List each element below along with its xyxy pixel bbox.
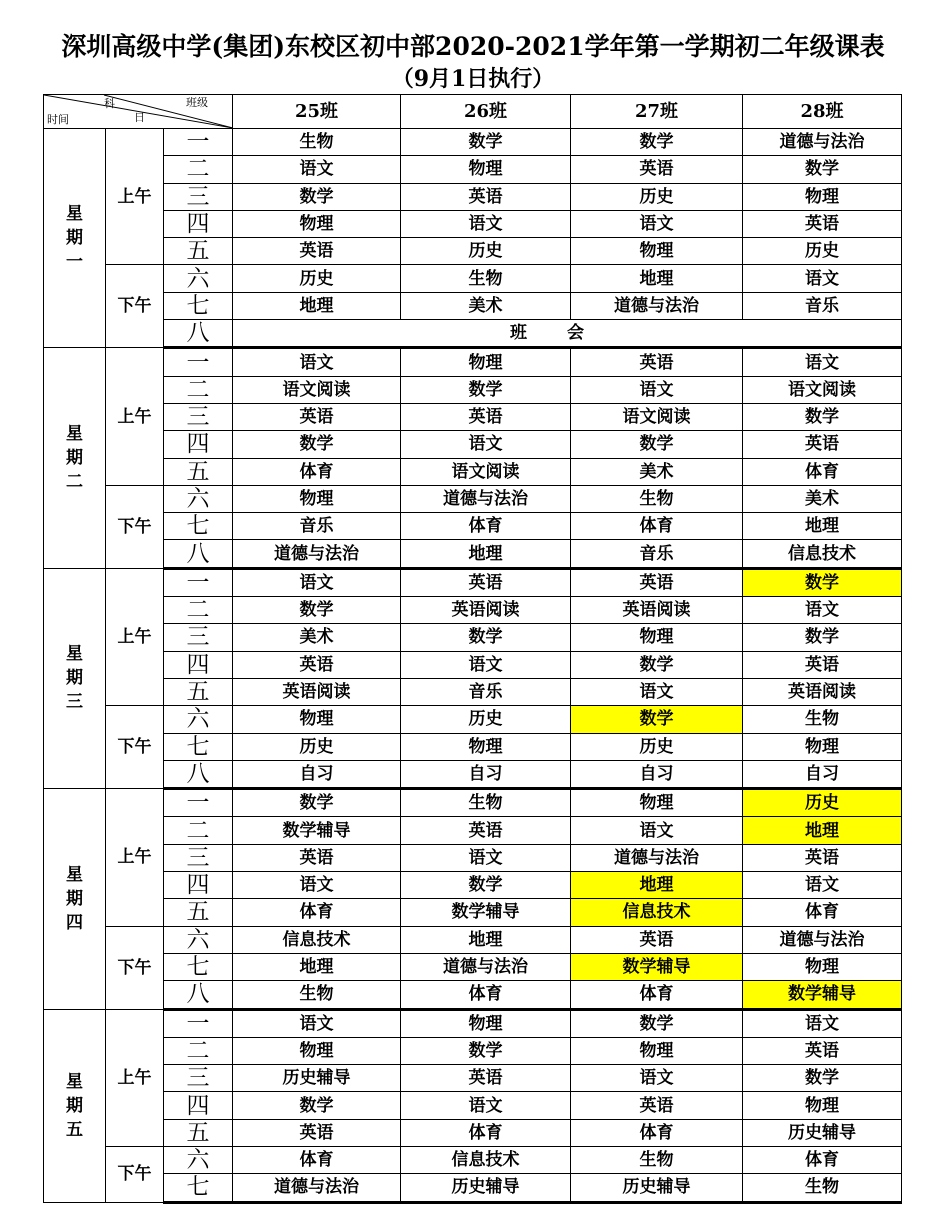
class-header: 26班: [401, 95, 571, 129]
subject-cell: 美术: [743, 485, 902, 512]
day-label: [44, 568, 106, 788]
subject-cell: 语文: [401, 1092, 571, 1119]
subject-cell: 英语阅读: [743, 678, 902, 705]
subject-cell: 信息技术: [233, 926, 401, 953]
subject-cell: 数学: [743, 624, 902, 651]
subject-cell: 数学: [743, 156, 902, 183]
subject-cell: 物理: [401, 1009, 571, 1037]
subject-cell: 体育: [743, 899, 902, 926]
schedule-row: [44, 458, 902, 485]
subject-cell: 地理: [571, 265, 743, 292]
schedule-row: [44, 899, 902, 926]
header-row: [44, 95, 902, 129]
period-number: 二: [164, 376, 233, 403]
subject-cell: 道德与法治: [401, 485, 571, 512]
subject-cell: 美术: [571, 458, 743, 485]
period-number: 一: [164, 1009, 233, 1037]
schedule-row: [44, 513, 902, 540]
subject-cell: 语文: [743, 597, 902, 624]
period-number: 二: [164, 1037, 233, 1064]
day-label-char: 星: [66, 644, 83, 665]
subject-cell: 道德与法治: [401, 953, 571, 980]
subject-cell: 地理: [743, 513, 902, 540]
schedule-row: [44, 678, 902, 705]
afternoon-label: 下午: [106, 1146, 164, 1202]
subject-cell: 语文: [743, 348, 902, 376]
subject-cell: 数学辅导: [571, 953, 743, 980]
subject-cell: 英语: [743, 1037, 902, 1064]
subject-cell: 自习: [743, 760, 902, 788]
subject-cell: 物理: [233, 706, 401, 733]
subject-cell: 数学: [233, 431, 401, 458]
subject-cell: 语文: [401, 651, 571, 678]
schedule-row: [44, 1119, 902, 1146]
subject-cell: 数学: [233, 183, 401, 210]
subject-cell: 语文: [571, 678, 743, 705]
schedule-row: [44, 1146, 902, 1173]
subject-cell: 历史: [743, 789, 902, 817]
subject-cell: 英语阅读: [233, 678, 401, 705]
subject-cell: 英语: [401, 817, 571, 844]
schedule-row: [44, 953, 902, 980]
subject-cell: 语文: [233, 348, 401, 376]
day-label-char: 星: [66, 864, 83, 885]
day-label-char: 星: [66, 1071, 83, 1092]
schedule-row: [44, 1037, 902, 1064]
period-number: 三: [164, 624, 233, 651]
subject-cell: 语文: [571, 210, 743, 237]
class-header: 28班: [743, 95, 902, 129]
day-label-char: 一: [66, 252, 83, 273]
subject-cell: 物理: [233, 1037, 401, 1064]
period-number: 七: [164, 292, 233, 319]
subject-cell: 数学: [571, 129, 743, 156]
subject-cell: 生物: [743, 1174, 902, 1202]
subject-cell: 体育: [401, 981, 571, 1009]
subject-cell: 音乐: [743, 292, 902, 319]
subject-cell: 物理: [743, 953, 902, 980]
schedule-row: [44, 1174, 902, 1202]
subject-cell: 英语: [571, 926, 743, 953]
subject-cell: 道德与法治: [743, 129, 902, 156]
day-label-char: 三: [66, 692, 83, 713]
period-number: 八: [164, 320, 233, 348]
day-label-char: 四: [66, 912, 83, 933]
subject-cell: 体育: [571, 981, 743, 1009]
period-number: 五: [164, 458, 233, 485]
subject-cell: 美术: [233, 624, 401, 651]
subject-cell: 语文阅读: [401, 458, 571, 485]
schedule-row: [44, 789, 902, 817]
subject-cell: 生物: [571, 485, 743, 512]
subject-cell: 语文: [233, 1009, 401, 1037]
subject-cell: 物理: [233, 485, 401, 512]
subject-cell: 语文: [743, 265, 902, 292]
schedule-row: [44, 292, 902, 319]
subject-cell: 英语: [233, 844, 401, 871]
subject-cell: 数学: [401, 1037, 571, 1064]
period-number: 五: [164, 238, 233, 265]
subject-cell: 数学: [401, 872, 571, 899]
period-number: 三: [164, 1065, 233, 1092]
subject-cell: 物理: [571, 624, 743, 651]
subject-cell: 生物: [401, 265, 571, 292]
subject-cell: 信息技术: [743, 540, 902, 568]
morning-label: 上午: [106, 1009, 164, 1146]
schedule-row: [44, 348, 902, 376]
subject-cell: 英语: [233, 651, 401, 678]
day-label-char: 期: [66, 888, 83, 909]
page-subtitle: （9月1日执行）: [391, 66, 555, 92]
subject-cell: 英语: [571, 348, 743, 376]
period-number: 六: [164, 485, 233, 512]
schedule-row: [44, 1009, 902, 1037]
subject-cell: 历史: [233, 733, 401, 760]
subject-cell: 英语: [233, 1119, 401, 1146]
period-number: 一: [164, 129, 233, 156]
subject-cell: 历史辅导: [743, 1119, 902, 1146]
corner-day-label: 日: [134, 111, 145, 124]
subject-cell: 物理: [571, 789, 743, 817]
subject-cell: 音乐: [401, 678, 571, 705]
period-number: 四: [164, 1092, 233, 1119]
day-label: [44, 1009, 106, 1202]
page-title: 深圳高级中学(集团)东校区初中部2020-2021学年第一学期初二年级课表: [61, 32, 885, 61]
subject-cell: 语文: [401, 210, 571, 237]
schedule-row: [44, 540, 902, 568]
day-label-char: 二: [66, 472, 83, 493]
schedule-row: [44, 265, 902, 292]
subject-cell: 道德与法治: [571, 292, 743, 319]
subject-cell: 语文阅读: [233, 376, 401, 403]
class-header: 25班: [233, 95, 401, 129]
afternoon-label: 下午: [106, 926, 164, 1009]
subject-cell: 数学: [571, 706, 743, 733]
corner-header: [44, 95, 233, 129]
period-number: 五: [164, 899, 233, 926]
schedule-row: [44, 431, 902, 458]
subject-cell: 数学: [233, 1092, 401, 1119]
subject-cell: 英语: [401, 183, 571, 210]
subject-cell: 语文: [571, 376, 743, 403]
subject-cell: 美术: [401, 292, 571, 319]
day-label: [44, 348, 106, 568]
subject-cell: 语文: [401, 844, 571, 871]
morning-label: 上午: [106, 348, 164, 485]
subject-cell: 地理: [401, 540, 571, 568]
day-label-char: 期: [66, 668, 83, 689]
subject-cell: 地理: [233, 292, 401, 319]
subject-cell: 语文: [233, 156, 401, 183]
subject-cell: 音乐: [571, 540, 743, 568]
subject-cell: 英语: [571, 1092, 743, 1119]
subject-cell: 英语阅读: [571, 597, 743, 624]
subject-cell: 历史: [571, 183, 743, 210]
period-number: 三: [164, 183, 233, 210]
subject-cell: 英语: [233, 403, 401, 430]
subject-cell: 地理: [233, 953, 401, 980]
subject-cell: 信息技术: [401, 1146, 571, 1173]
schedule-row: [44, 1065, 902, 1092]
period-number: 四: [164, 210, 233, 237]
subject-cell: 英语: [401, 403, 571, 430]
schedule-row: [44, 981, 902, 1009]
morning-label: 上午: [106, 129, 164, 265]
schedule-row: [44, 485, 902, 512]
day-label: [44, 789, 106, 1009]
period-number: 一: [164, 568, 233, 596]
subject-cell: 历史: [401, 238, 571, 265]
subject-cell: 数学: [401, 376, 571, 403]
subject-cell: 英语: [233, 238, 401, 265]
subject-cell: 数学: [743, 403, 902, 430]
period-number: 六: [164, 265, 233, 292]
period-number: 七: [164, 1174, 233, 1202]
subject-cell: 体育: [401, 513, 571, 540]
subject-cell: 物理: [401, 733, 571, 760]
morning-label: 上午: [106, 789, 164, 926]
schedule-row: [44, 597, 902, 624]
day-label-char: 期: [66, 228, 83, 249]
subject-cell: 信息技术: [571, 899, 743, 926]
subject-cell: 历史辅导: [401, 1174, 571, 1202]
period-number: 八: [164, 760, 233, 788]
subject-cell: 道德与法治: [233, 1174, 401, 1202]
subject-cell: 数学: [743, 1065, 902, 1092]
period-number: 四: [164, 651, 233, 678]
class-header: 27班: [571, 95, 743, 129]
subject-cell: 数学: [571, 651, 743, 678]
subject-cell: 体育: [233, 1146, 401, 1173]
subject-cell: 历史: [743, 238, 902, 265]
schedule-row: [44, 129, 902, 156]
morning-label: 上午: [106, 568, 164, 705]
subject-cell: 生物: [571, 1146, 743, 1173]
period-number: 八: [164, 981, 233, 1009]
subject-cell: 体育: [743, 458, 902, 485]
period-number: 一: [164, 348, 233, 376]
schedule-row: [44, 320, 902, 348]
period-number: 二: [164, 156, 233, 183]
subject-cell: 数学: [233, 789, 401, 817]
schedule-row: [44, 568, 902, 596]
subject-cell: 体育: [571, 513, 743, 540]
subject-cell: 英语: [571, 568, 743, 596]
day-label: [44, 129, 106, 348]
subject-cell: 语文: [571, 1065, 743, 1092]
subject-cell: 英语: [401, 1065, 571, 1092]
afternoon-label: 下午: [106, 485, 164, 568]
subject-cell: 数学: [571, 1009, 743, 1037]
subject-cell: 数学辅导: [743, 981, 902, 1009]
period-number: 二: [164, 597, 233, 624]
subject-cell: 自习: [233, 760, 401, 788]
subject-cell: 道德与法治: [571, 844, 743, 871]
subject-cell: 体育: [743, 1146, 902, 1173]
period-number: 六: [164, 1146, 233, 1173]
subject-cell: 数学: [401, 624, 571, 651]
period-number: 五: [164, 1119, 233, 1146]
period-number: 三: [164, 403, 233, 430]
subject-cell: 历史辅导: [233, 1065, 401, 1092]
subject-cell: 物理: [743, 1092, 902, 1119]
subject-cell: 英语阅读: [401, 597, 571, 624]
subject-cell: 历史: [571, 733, 743, 760]
subject-cell: 语文: [233, 872, 401, 899]
day-label-char: 期: [66, 1095, 83, 1116]
subject-cell: 生物: [401, 789, 571, 817]
schedule-row: [44, 760, 902, 788]
subject-cell: 数学辅导: [233, 817, 401, 844]
subject-cell: 物理: [233, 210, 401, 237]
subject-cell: 历史: [233, 265, 401, 292]
period-number: 六: [164, 706, 233, 733]
schedule-row: [44, 817, 902, 844]
schedule-row: [44, 733, 902, 760]
subject-cell: 地理: [401, 926, 571, 953]
subject-cell: 物理: [743, 183, 902, 210]
period-number: 七: [164, 733, 233, 760]
subject-cell: 语文: [571, 817, 743, 844]
period-number: 四: [164, 872, 233, 899]
subject-cell: 道德与法治: [233, 540, 401, 568]
subject-cell: 生物: [233, 981, 401, 1009]
corner-time-label: 时间: [47, 113, 69, 126]
period-number: 四: [164, 431, 233, 458]
period-number: 一: [164, 789, 233, 817]
subject-cell: 英语: [571, 156, 743, 183]
subject-cell: 数学: [571, 431, 743, 458]
schedule-row: [44, 376, 902, 403]
subject-cell: 自习: [571, 760, 743, 788]
subject-cell: 语文: [743, 1009, 902, 1037]
corner-subject-label: 科: [104, 97, 115, 110]
subject-cell: 英语: [401, 568, 571, 596]
schedule-row: [44, 844, 902, 871]
period-number: 五: [164, 678, 233, 705]
period-number: 六: [164, 926, 233, 953]
schedule-row: [44, 624, 902, 651]
subject-cell: 语文: [743, 872, 902, 899]
period-number: 八: [164, 540, 233, 568]
day-label-char: 五: [66, 1119, 83, 1140]
subject-cell: 体育: [233, 458, 401, 485]
subject-cell: 自习: [401, 760, 571, 788]
afternoon-label: 下午: [106, 265, 164, 348]
subject-cell: 地理: [571, 872, 743, 899]
subject-cell: 历史辅导: [571, 1174, 743, 1202]
subject-cell: 数学辅导: [401, 899, 571, 926]
subject-cell: 物理: [743, 733, 902, 760]
schedule-row: [44, 926, 902, 953]
subject-cell: 语文: [233, 568, 401, 596]
subject-cell: 物理: [571, 238, 743, 265]
subject-cell: 生物: [743, 706, 902, 733]
schedule-row: [44, 872, 902, 899]
schedule-row: [44, 706, 902, 733]
subject-cell: 物理: [401, 348, 571, 376]
afternoon-label: 下午: [106, 706, 164, 789]
subject-cell: 英语: [743, 210, 902, 237]
subject-cell: 语文: [401, 431, 571, 458]
subject-cell: 体育: [233, 899, 401, 926]
subject-cell: 道德与法治: [743, 926, 902, 953]
merged-cell-text: 班会: [510, 323, 625, 344]
subject-cell: 数学: [743, 568, 902, 596]
subject-cell: 英语: [743, 651, 902, 678]
schedule-row: [44, 210, 902, 237]
day-label-char: 星: [66, 424, 83, 445]
subject-cell: 语文阅读: [743, 376, 902, 403]
subject-cell: 地理: [743, 817, 902, 844]
schedule-row: [44, 238, 902, 265]
period-number: 二: [164, 817, 233, 844]
subject-cell: 物理: [571, 1037, 743, 1064]
period-number: 七: [164, 513, 233, 540]
subject-cell: 音乐: [233, 513, 401, 540]
schedule-row: [44, 403, 902, 430]
period-number: 三: [164, 844, 233, 871]
subject-cell: 体育: [571, 1119, 743, 1146]
subject-cell: 数学: [233, 597, 401, 624]
schedule-row: [44, 183, 902, 210]
subject-cell: 英语: [743, 431, 902, 458]
timetable: [43, 94, 902, 1204]
subject-cell: 生物: [233, 129, 401, 156]
subject-cell: 历史: [401, 706, 571, 733]
subject-cell: 体育: [401, 1119, 571, 1146]
schedule-row: [44, 1092, 902, 1119]
subject-cell: 英语: [743, 844, 902, 871]
day-label-char: 期: [66, 448, 83, 469]
period-number: 七: [164, 953, 233, 980]
subject-cell: 物理: [401, 156, 571, 183]
corner-class-label: 班级: [186, 96, 208, 109]
merged-cell: [233, 320, 902, 348]
subject-cell: 语文阅读: [571, 403, 743, 430]
schedule-row: [44, 651, 902, 678]
day-label-char: 星: [66, 204, 83, 225]
schedule-row: [44, 156, 902, 183]
subject-cell: 数学: [401, 129, 571, 156]
